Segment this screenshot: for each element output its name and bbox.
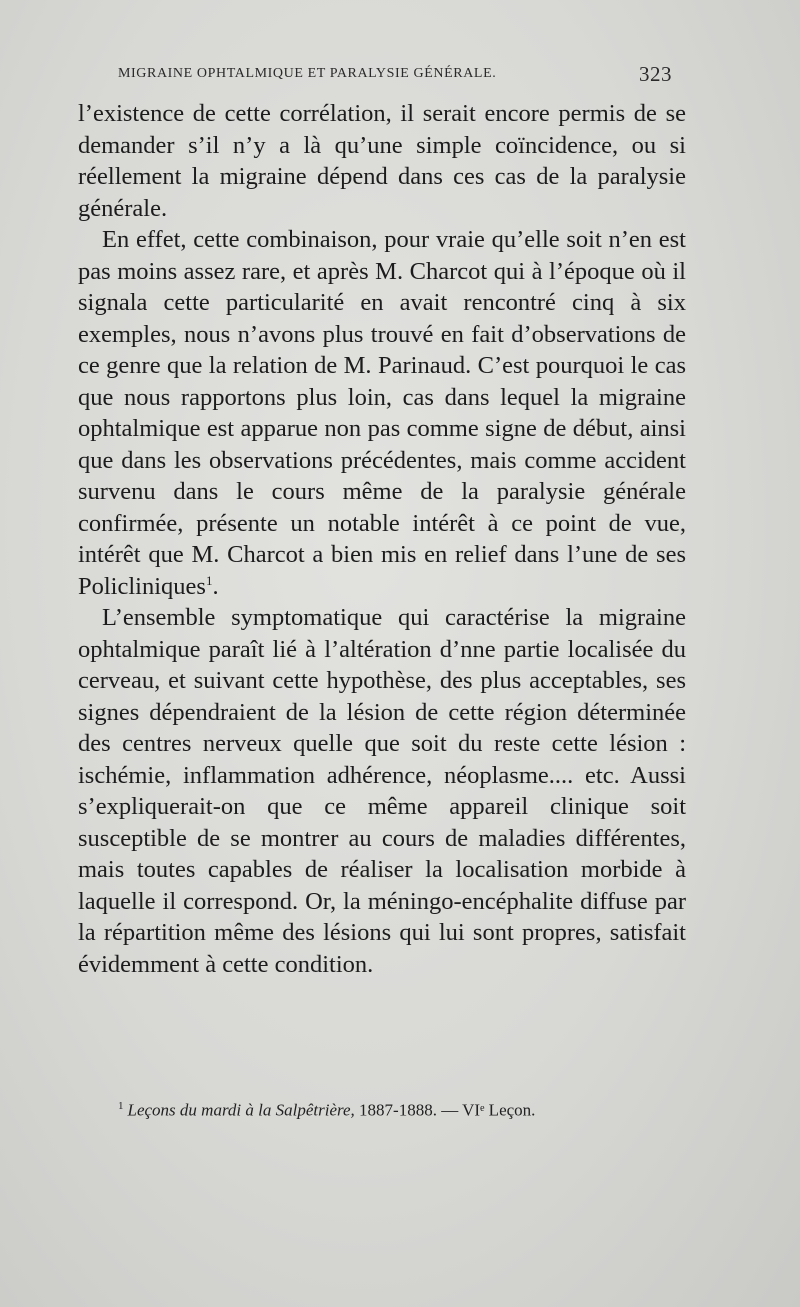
- paragraph-2-end: .: [212, 572, 219, 600]
- paragraph-2-text: En effet, cette combinaison, pour vraie qu’elle soit n’en est pas moins assez rare, et après M. Charcot qui à l’époque où il signala cette particularité en avait rencontré cinq à six exemples, nous n’avons plus trouvé en fait d’observations de ce genre que la relation de M. Parinaud. C’est pourquoi le cas que nous rapportons plus loin, cas dans lequel la migraine ophtalmique est apparue non pas comme signe de début, ainsi que dans les observations précédentes, mais comme accident survenu dans le cours même de la paralysie générale confirmée, présente un notable intérêt à ce point de vue, intérêt que M. Charcot a bien mis en relief dans l’une de ses Policliniques: [78, 226, 686, 600]
- running-head: [118, 62, 678, 86]
- footnote: [118, 1100, 678, 1121]
- footnote-mark: 1: [118, 1100, 124, 1112]
- paragraph-3: L’ensemble symptomatique qui caractérise la migraine ophtalmique paraît lié à l’altération d’nne partie localisée du cerveau, et suivant cette hypothèse, des plus acceptables, ses signes dépendraient de la lésion de cette région déterminée des centres nerveux quelle que soit du reste cette lésion : ischémie, inflammation adhérence, néoplasme.... etc. Aussi s’expliquerait-on que ce même appareil clinique soit susceptible de se montrer au cours de maladies différentes, mais toutes capables de réaliser la localisation morbide à laquelle il correspond. Or, la méningo-encéphalite diffuse par la répartition même des lésions qui lui sont propres, satisfait évidemment à cette condition.: [78, 604, 686, 978]
- paragraph-1: l’existence de cette corrélation, il serait encore permis de se demander s’il n’y a là qu’une simple coïncidence, ou si réellement la migraine dépend dans ces cas de la paralysie générale.: [78, 100, 686, 222]
- footnote-reference: 1: [205, 572, 213, 588]
- paragraph-2: [78, 224, 686, 602]
- body-text: [78, 98, 686, 980]
- page-number: 323: [639, 62, 672, 86]
- footnote-rest: 1887-1888. — VIᵉ Leçon.: [354, 1100, 536, 1120]
- running-title: MIGRAINE OPHTALMIQUE ET PARALYSIE GÉNÉRALE.: [118, 66, 497, 81]
- footnote-title: Leçons du mardi à la Salpêtrière,: [127, 1100, 355, 1120]
